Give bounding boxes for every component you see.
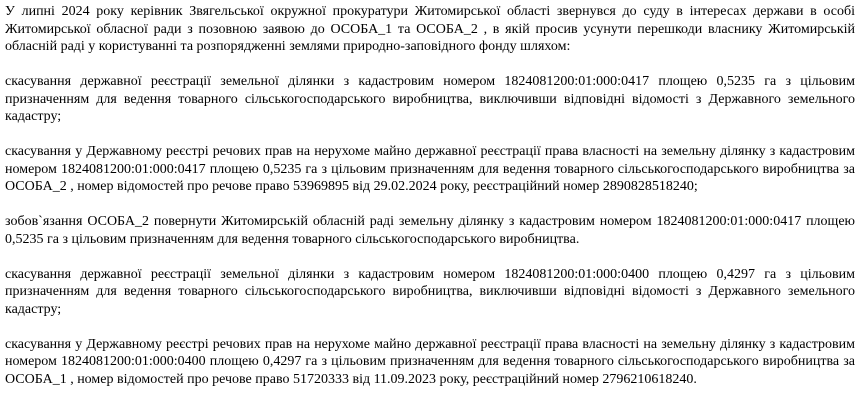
document-body [5,3,855,388]
paragraph-intro: У липні 2024 року керівник Звягельської окружної прокуратури Житомирської області звернувся до суду в інтересах держави в особі Житомирської обласної ради з позовною заявою до ОСОБА_1 та ОСОБА_2 , в якій просив усунути перешкоди власнику Житомирській обласній раді у користуванні та розпорядженні землями природно-заповідного фонду шляхом: [5,4,855,54]
paragraph-cancel-ownership-0417: скасування у Державному реєстрі речових прав на нерухоме майно державної реєстрації права власності на земельну ділянку з кадастровим номером 1824081200:01:000:0417 площею 0,5235 га з цільовим призначенням для ведення товарного сільськогосподарського виробництва за ОСОБА_2 , номер відомостей про речове право 53969895 від 29.02.2024 року, реєстраційний номер 2890828518240; [5,144,855,194]
paragraph-cancel-cadastre-0400: скасування державної реєстрації земельної ділянки з кадастровим номером 1824081200:01:000:0400 площею 0,4297 га з цільовим призначенням для ведення товарного сільськогосподарського виробництва, виключивши відповідні відомості з Державного земельного кадастру; [5,266,855,317]
paragraph-cancel-ownership-0400: скасування у Державному реєстрі речових прав на нерухоме майно державної реєстрації права власності на земельну ділянку з кадастровим номером 1824081200:01:000:0400 площею 0,4297 га з цільовим призначенням для ведення товарного сільськогосподарського виробництва за ОСОБА_1 , номер відомостей про речове право 51720333 від 11.09.2023 року, реєстраційний номер 2796210618240. [5,336,855,387]
paragraph-return-land-0417: зобов`язання ОСОБА_2 повернути Житомирській обласній раді земельну ділянку з кадастровим номером 1824081200:01:000:0417 площею 0,5235 га з цільовим призначенням для ведення товарного сільськогосподарського виробництва. [5,214,855,247]
paragraph-cancel-cadastre-0417: скасування державної реєстрації земельної ділянки з кадастровим номером 1824081200:01:000:0417 площею 0,5235 га з цільовим призначенням для ведення товарного сільськогосподарського виробництва, виключивши відповідні відомості з Державного земельного кадастру; [5,74,855,124]
